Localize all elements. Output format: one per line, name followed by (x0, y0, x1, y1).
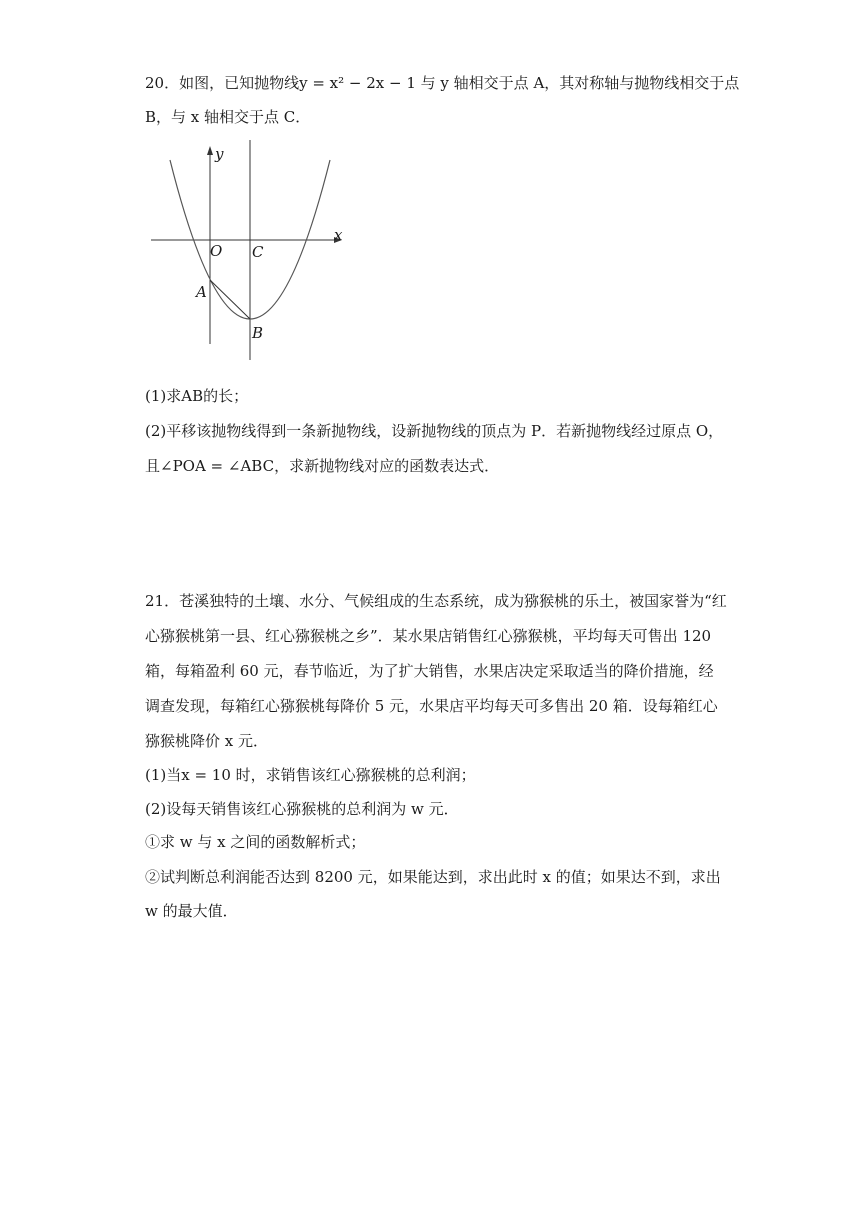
q21-sub2-line2: w 的最大值． (145, 902, 238, 920)
label-b: B (252, 324, 264, 342)
q20-stem-line1: 20．如图，已知抛物线y = x² − 2x − 1 与 y 轴相交于点 A，其对称轴与抛物线相交于点 (145, 74, 740, 92)
label-o: O (210, 242, 223, 260)
q21-stem-line2: 心猕猴桃第一县、红心猕猴桃之乡”．某水果店销售红心猕猴桃，平均每天可售出 120 (145, 627, 712, 645)
y-axis-arrow (207, 146, 213, 155)
q21-part2: (2)设每天销售该红心猕猴桃的总利润为 w 元． (145, 800, 459, 818)
q21-stem-line4: 调查发现，每箱红心猕猴桃每降价 5 元，水果店平均每天可多售出 20 箱．设每箱红心 (145, 697, 718, 715)
parabola-graph (145, 138, 365, 370)
q21-stem-line5: 猕猴桃降价 x 元． (145, 732, 268, 750)
label-y: y (215, 145, 224, 163)
q21-sub1: ①求 w 与 x 之间的函数解析式； (145, 833, 366, 851)
q20-part1: (1)求AB的长； (145, 387, 249, 405)
q20-part2-line2: 且∠POA = ∠ABC，求新抛物线对应的函数表达式． (145, 457, 500, 475)
q20-stem-line2: B，与 x 轴相交于点 C． (145, 108, 311, 126)
q21-stem-line1: 21．苍溪独特的土壤、水分、气候组成的生态系统，成为猕猴桃的乐土，被国家誉为“红 (145, 592, 727, 610)
label-c: C (252, 243, 264, 261)
segment-ab (210, 280, 250, 319)
q21-stem-line3: 箱，每箱盈利 60 元，春节临近，为了扩大销售，水果店决定采取适当的降价措施，经 (145, 662, 714, 680)
label-a: A (196, 283, 207, 301)
q21-part1: (1)当x = 10 时，求销售该红心猕猴桃的总利润； (145, 766, 476, 784)
label-x: x (334, 226, 343, 244)
q20-part2-line1: (2)平移该抛物线得到一条新抛物线，设新抛物线的顶点为 P．若新抛物线经过原点 O， (145, 422, 724, 440)
q21-sub2-line1: ②试判断总利润能否达到 8200 元，如果能达到，求出此时 x 的值；如果达不到，求出 (145, 868, 721, 886)
parabola-figure (145, 138, 365, 370)
